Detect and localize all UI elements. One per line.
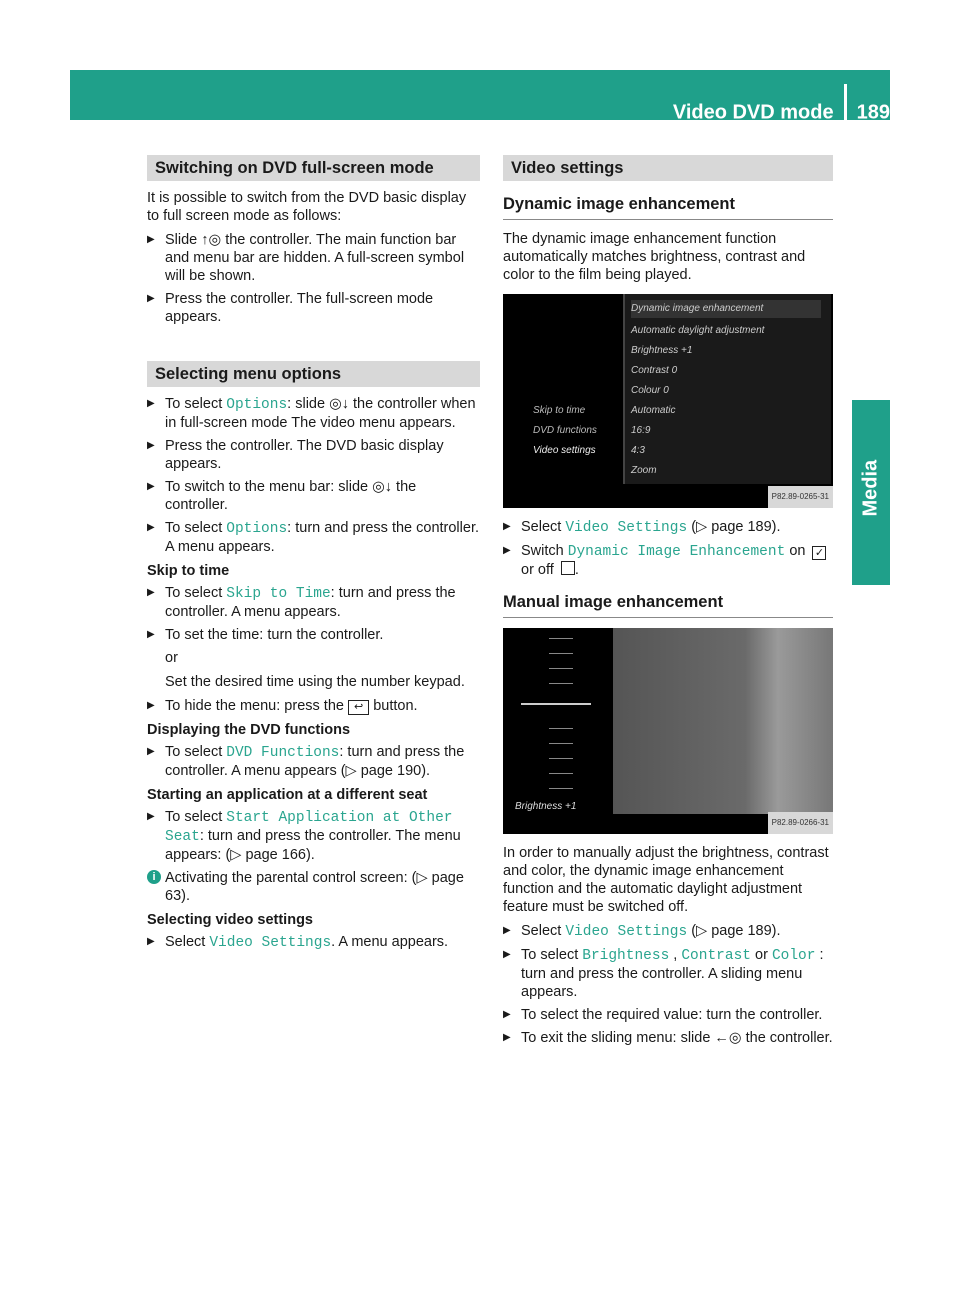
step: ▶ To select Start Application at Other Seat: turn and press the controller. The menu appears: (▷ page 166). bbox=[147, 808, 480, 864]
step: ▶ To select Options: slide ◎↓ the controller when in full-screen mode The video menu appears. bbox=[147, 395, 480, 432]
screen-menu-item: Dynamic image enhancement bbox=[631, 300, 821, 318]
right-column bbox=[503, 155, 833, 1052]
screen-sidebar-item: DVD functions bbox=[533, 425, 597, 436]
intro-text: It is possible to switch from the DVD basic display to full screen mode as follows: bbox=[147, 190, 467, 224]
slider-tick bbox=[549, 653, 573, 654]
slider-tick bbox=[549, 668, 573, 669]
slider-tick bbox=[549, 758, 573, 759]
page-header bbox=[673, 88, 890, 138]
screen-menu-item: Zoom bbox=[631, 465, 657, 476]
back-button-icon: ↩ bbox=[348, 700, 369, 715]
subheading: Dynamic image enhancement bbox=[503, 195, 833, 220]
section-heading: Switching on DVD full-screen mode bbox=[147, 155, 480, 181]
video-frame bbox=[613, 628, 833, 814]
menu-option-code: Options bbox=[226, 397, 288, 413]
screen-menu-item: Automatic bbox=[631, 405, 676, 416]
menu-option-code: Video Settings bbox=[565, 924, 688, 940]
slider-marker bbox=[521, 703, 591, 705]
step: ▶ To hide the menu: press the ↩ button. bbox=[147, 697, 480, 715]
side-tab-label: Media bbox=[859, 459, 882, 517]
intro-text: In order to manually adjust the brightness, contrast and color, the dynamic image enhancement function and the automatic daylight adjustment feature must be switched off. bbox=[503, 845, 829, 915]
screen-menu-item: 4:3 bbox=[631, 445, 645, 456]
section-heading: Video settings bbox=[503, 155, 833, 181]
page-title: Video DVD mode bbox=[672, 101, 834, 124]
screen-sidebar-item: Skip to time bbox=[533, 405, 586, 416]
menu-option-code: DVD Functions bbox=[226, 745, 340, 761]
step: ▶ Select Video Settings. A menu appears. bbox=[147, 933, 480, 952]
step: ▶ Slide ↑◎ the controller. The main function bar and menu bar are hidden. A full-screen symbol will be shown. bbox=[147, 231, 480, 285]
section-heading: Selecting menu options bbox=[147, 361, 480, 387]
brightness-label: Brightness +1 bbox=[515, 801, 577, 812]
screen-menu-item: 16:9 bbox=[631, 425, 651, 436]
menu-option-code: Options bbox=[226, 521, 288, 537]
screenshot-video-menu bbox=[503, 294, 833, 508]
slider-tick bbox=[549, 788, 573, 789]
figure-reference: P82.89-0265-31 bbox=[768, 486, 833, 508]
side-tab bbox=[852, 400, 890, 585]
menu-option-code: Video Settings bbox=[209, 935, 332, 951]
menu-option-code: Contrast bbox=[681, 948, 751, 964]
page-number: 189 bbox=[856, 101, 890, 124]
step: ▶ To exit the sliding menu: slide ←◎ the controller. bbox=[503, 1029, 833, 1047]
step: ▶ Press the controller. The DVD basic display appears. bbox=[147, 437, 480, 473]
menu-option-code: Color bbox=[771, 948, 816, 964]
header-divider bbox=[844, 84, 847, 134]
alt-text: Set the desired time using the number keypad. bbox=[165, 674, 465, 690]
checkbox-checked-icon: ✓ bbox=[812, 546, 826, 560]
slider-tick bbox=[549, 683, 573, 684]
subheading: Manual image enhancement bbox=[503, 593, 833, 618]
subheading: Skip to time bbox=[147, 563, 230, 579]
screen-menu-item: Contrast 0 bbox=[631, 365, 678, 376]
subheading: Displaying the DVD functions bbox=[147, 722, 351, 738]
menu-option-code: Brightness bbox=[582, 948, 670, 964]
step: ▶ To select Options: turn and press the controller. A menu appears. bbox=[147, 519, 480, 556]
subheading: Selecting video settings bbox=[147, 912, 313, 928]
slider-tick bbox=[549, 743, 573, 744]
slider-tick bbox=[549, 773, 573, 774]
or-text: or bbox=[165, 650, 178, 666]
screen-menu-item: Brightness +1 bbox=[631, 345, 693, 356]
step: ▶ To set the time: turn the controller. bbox=[147, 626, 480, 644]
screen-menu-item: Colour 0 bbox=[631, 385, 669, 396]
screen-sidebar-item: Video settings bbox=[533, 445, 596, 456]
screenshot-brightness bbox=[503, 628, 833, 834]
step: ▶ To select DVD Functions: turn and press the controller. A menu appears (▷ page 190). bbox=[147, 743, 480, 780]
step: ▶ Switch Dynamic Image Enhancement on ✓ or off . bbox=[503, 542, 833, 579]
slider-tick bbox=[549, 728, 573, 729]
step: ▶ To select the required value: turn the controller. bbox=[503, 1006, 833, 1024]
intro-text: The dynamic image enhancement function automatically matches brightness, contrast and color to the film being played. bbox=[503, 231, 806, 283]
menu-option-code: Video Settings bbox=[565, 520, 688, 536]
step: ▶ Select Video Settings (▷ page 189). bbox=[503, 518, 833, 537]
step: ▶ Press the controller. The full-screen mode appears. bbox=[147, 290, 480, 326]
menu-option-code: Dynamic Image Enhancement bbox=[567, 544, 786, 560]
slider-tick bbox=[549, 638, 573, 639]
step: ▶ To select Brightness , Contrast or Color : turn and press the controller. A sliding menu appears. bbox=[503, 946, 833, 1001]
screen-menu-item: Automatic daylight adjustment bbox=[631, 325, 765, 336]
menu-option-code: Start Application at Other Seat bbox=[165, 810, 453, 845]
figure-reference: P82.89-0266-31 bbox=[768, 812, 833, 834]
step: ▶ To switch to the menu bar: slide ◎↓ the controller. bbox=[147, 478, 480, 514]
menu-option-code: Skip to Time bbox=[226, 586, 331, 602]
subheading: Starting an application at a different seat bbox=[147, 787, 428, 803]
info-icon: i bbox=[147, 870, 161, 884]
left-column bbox=[147, 155, 480, 957]
info-note: i Activating the parental control screen: (▷ page 63). bbox=[147, 869, 480, 905]
step: ▶ Select Video Settings (▷ page 189). bbox=[503, 922, 833, 941]
step: ▶ To select Skip to Time: turn and press the controller. A menu appears. bbox=[147, 584, 480, 621]
checkbox-empty-icon bbox=[561, 561, 575, 575]
